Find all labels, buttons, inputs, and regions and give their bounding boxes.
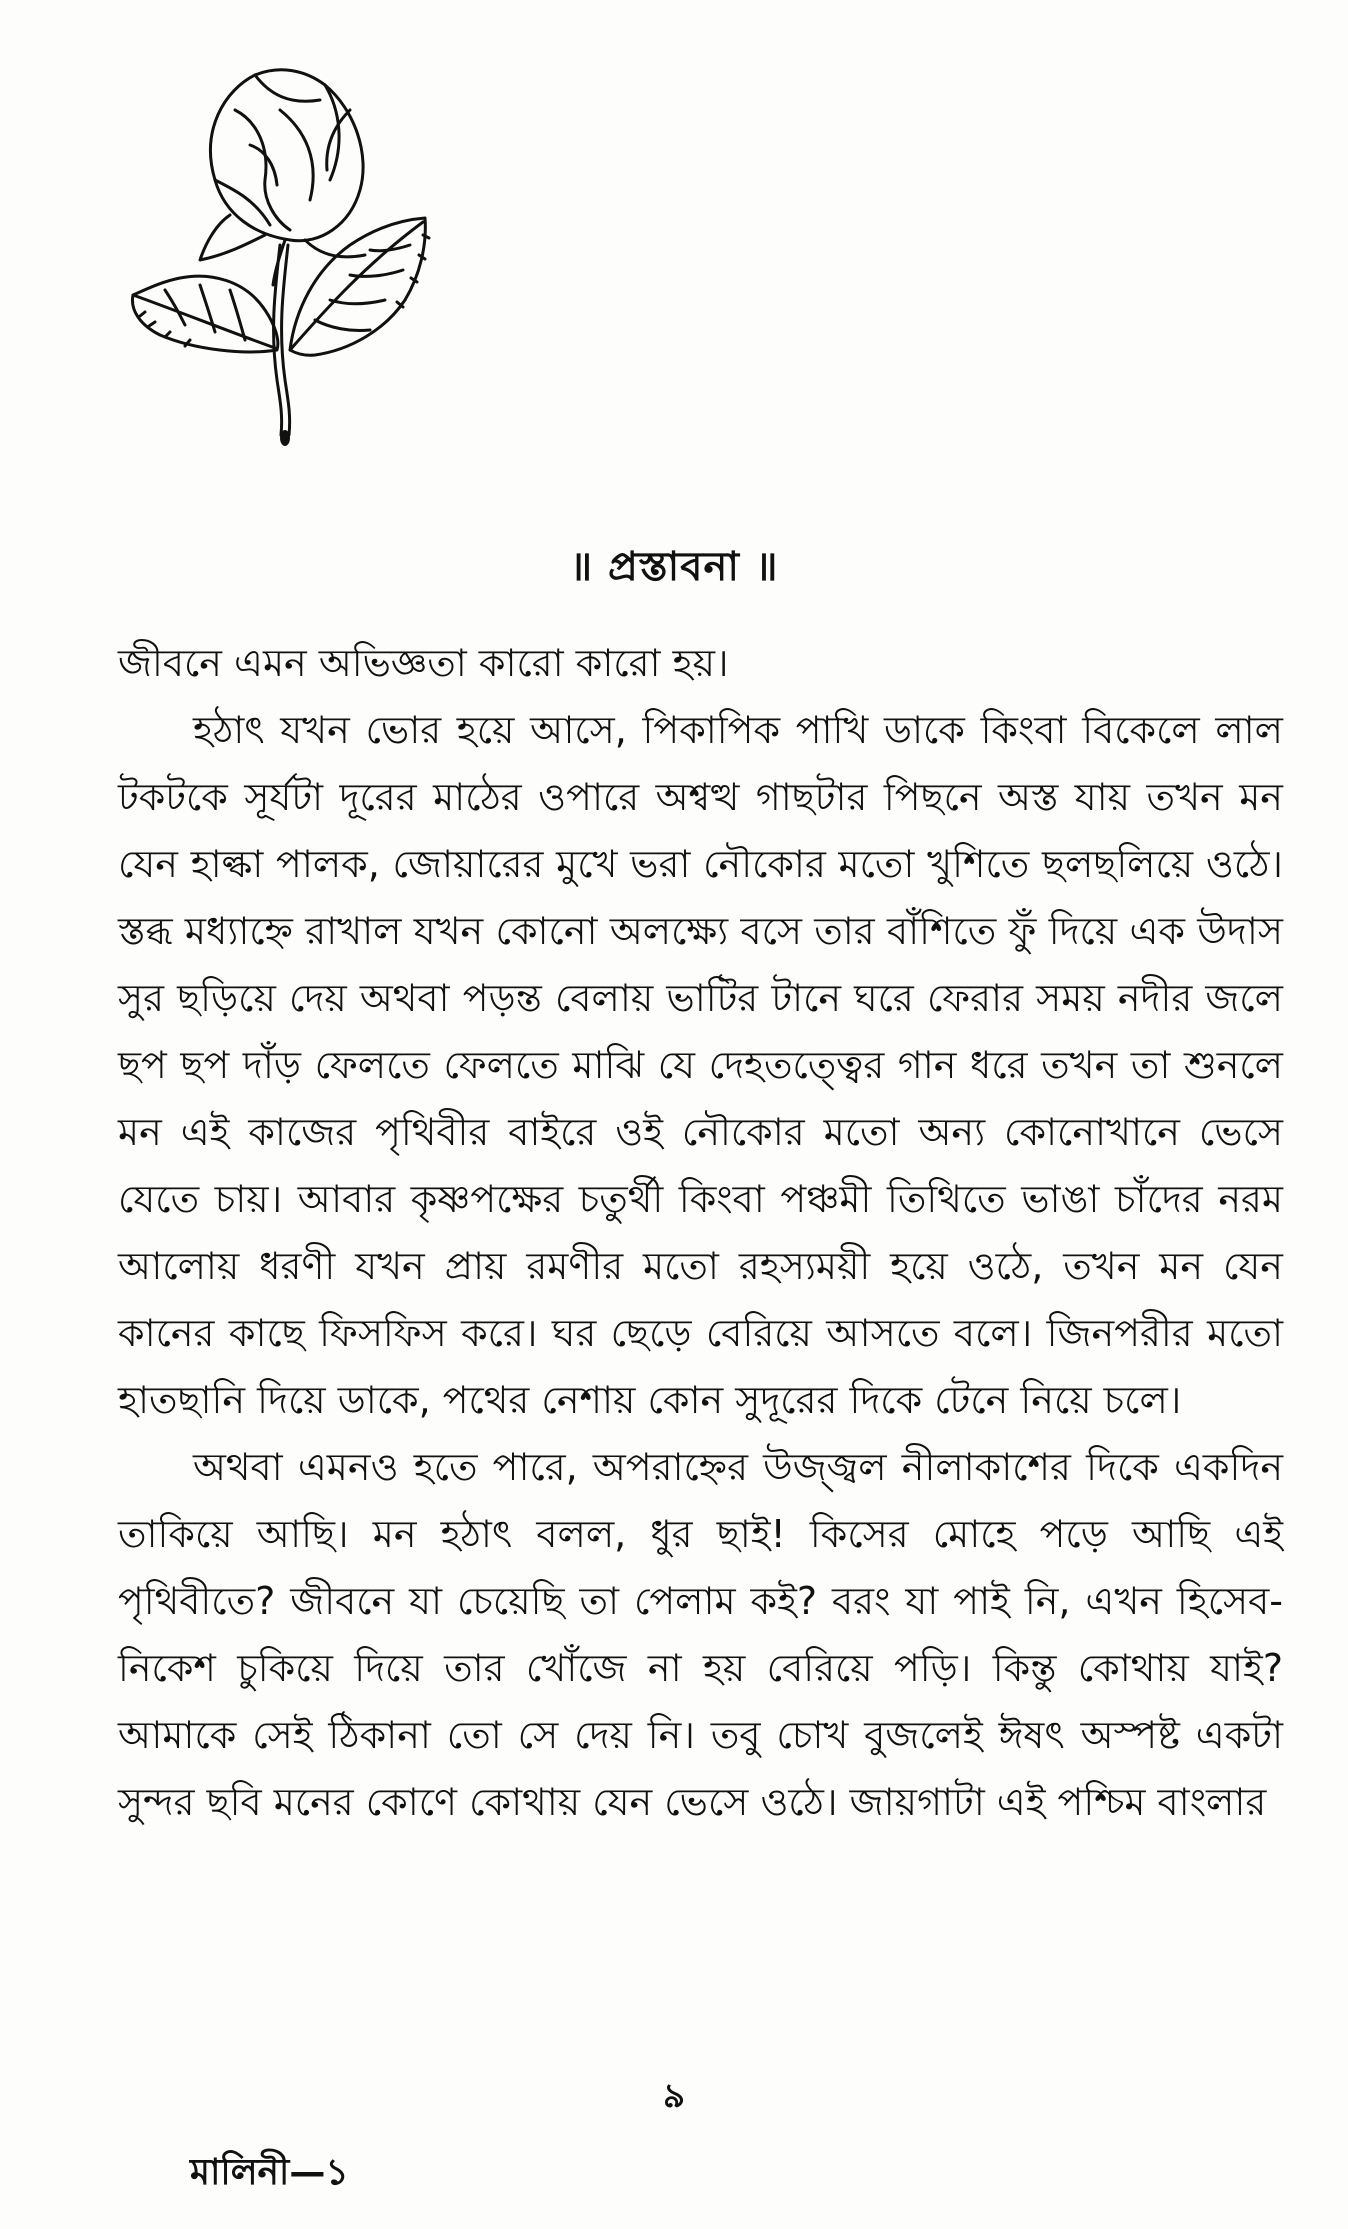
signature-footer: মালিনী—১ [190,2152,349,2193]
chapter-heading: ॥ প্রস্তাবনা ॥ [569,544,779,590]
page-number: ৯ [662,2076,686,2116]
paragraph-3: অথবা এমনও হতে পারে, অপরাহ্নের উজ্জ্বল নীলাকাশের দিকে একদিন তাকিয়ে আছি। মন হঠাৎ বলল, ধুর ছাই! কিসের মোহে পড়ে আছি এই পৃথিবীতে? জীবনে যা চেয়েছি তা পেলাম কই? বরং যা পাই নি, এখন হিসেব-নিকেশ চুকিয়ে দিয়ে তার খোঁজে না হয় বেরিয়ে পড়ি। কিন্তু কোথায় যাই? আমাকে সেই ঠিকানা তো সে দেয় নি। তবু চোখ বুজলেই ঈষৎ অস্পষ্ট একটা সুন্দর ছবি মনের কোণে কোথায় যেন ভেসে ওঠে। জায়গাটা এই পশ্চিম বাংলার [118,1445,1283,1824]
rose-illustration [105,50,445,470]
paragraph-1: জীবনে এমন অভিজ্ঞতা কারো কারো হয়। [118,641,729,685]
paragraph-2: হঠাৎ যখন ভোর হয়ে আসে, পিকাপিক পাখি ডাকে কিংবা বিকেলে লাল টকটকে সূর্যটা দূরের মাঠের ওপারে অশ্বত্থ গাছটার পিছনে অস্ত যায় তখন মন যেন হাল্কা পালক, জোয়ারের মুখে ভরা নৌকোর মতো খুশিতে ছলছলিয়ে ওঠে। স্তব্ধ মধ্যাহ্নে রাখাল যখন কোনো অলক্ষ্যে বসে তার বাঁশিতে ফুঁ দিয়ে এক উদাস সুর ছড়িয়ে দেয় অথবা পড়ন্ত বেলায় ভাটির টানে ঘরে ফেরার সময় নদীর জলে ছপ ছপ দাঁড় ফেলতে ফেলতে মাঝি যে দেহতত্ত্বের গান ধরে তখন তা শুনলে মন এই কাজের পৃথিবীর বাইরে ওই নৌকোর মতো অন্য কোনোখানে ভেসে যেতে চায়। আবার কৃষ্ণপক্ষের চতুর্থী কিংবা পঞ্চমী তিথিতে ভাঙা চাঁদের নরম আলোয় ধরণী যখন প্রায় রমণীর মতো রহস্যময়ী হয়ে ওঠে, তখন মন যেন কানের কাছে ফিসফিস করে। ঘর ছেড়ে বেরিয়ে আসতে বলে। জিনপরীর মতো হাতছানি দিয়ে ডাকে, পথের নেশায় কোন সুদূরের দিকে টেনে নিয়ে চলে। [118,708,1283,1422]
body-text [118,630,1283,1836]
